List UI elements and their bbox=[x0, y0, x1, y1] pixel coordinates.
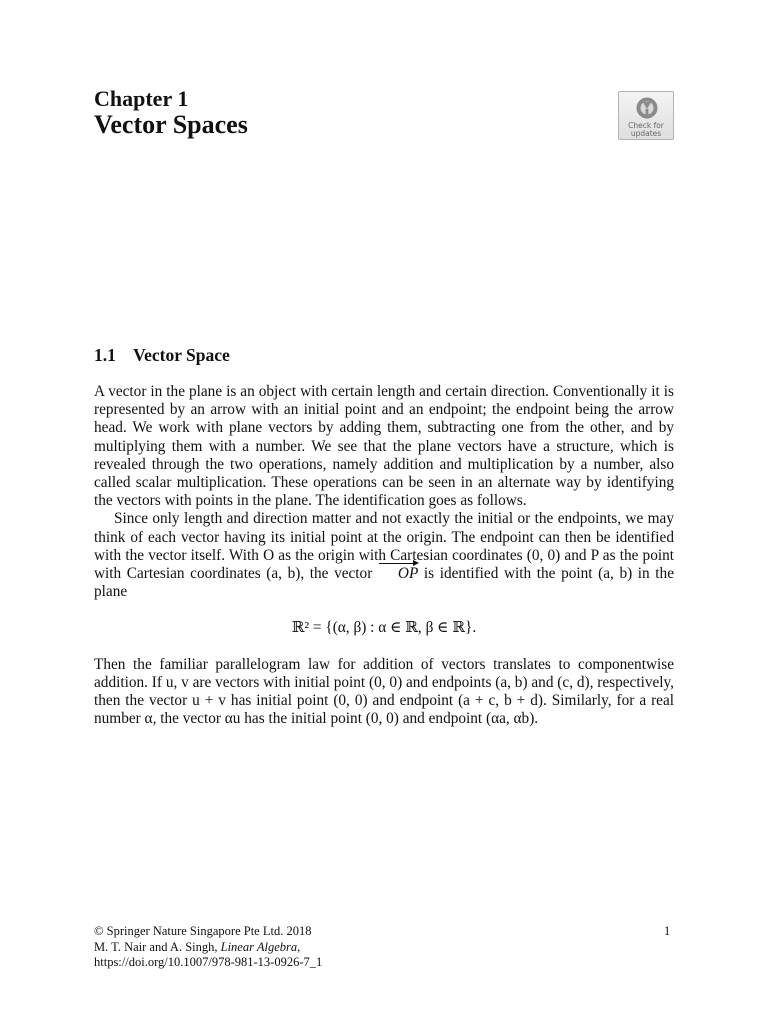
footer bbox=[94, 924, 322, 971]
section-title: Vector Space bbox=[133, 345, 230, 365]
body-text bbox=[94, 383, 674, 728]
section-heading bbox=[94, 345, 230, 366]
badge-line-2: updates bbox=[630, 129, 662, 138]
page-number: 1 bbox=[664, 924, 671, 938]
footer-citation bbox=[94, 940, 322, 956]
paragraph-1: A vector in the plane is an object with certain length and certain direction. Conventionally it is represented by an arrow with an initial point and an endpoint; the endpoint being the arrow head. We work with plane vectors by adding them, subtracting one from the other, and by multiplying them with a number. We see that the plane vectors have a structure, which is revealed through the two operations, namely addition and multiplication by a number, also called scalar multiplication. These operations can be seen in an alternate way by identifying the vectors with points in the plane. The identification goes as follows. bbox=[94, 383, 674, 510]
paragraph-2 bbox=[94, 510, 674, 601]
footer-copyright: © Springer Nature Singapore Pte Ltd. 2018 bbox=[94, 924, 312, 938]
footer-authors: M. T. Nair and A. Singh, bbox=[94, 939, 221, 954]
crossmark-icon bbox=[635, 96, 659, 120]
vector-op: OP bbox=[378, 565, 418, 583]
footer-doi-link[interactable]: https://doi.org/10.1007/978-981-13-0926-7_1 bbox=[94, 955, 323, 970]
paragraph-2-end: is identified with the point (a, b) in the plane bbox=[94, 565, 674, 601]
section-number: 1.1 bbox=[94, 345, 116, 365]
check-for-updates-badge[interactable] bbox=[618, 91, 674, 140]
footer-book-suffix: , bbox=[297, 939, 301, 954]
chapter-label: Chapter 1 bbox=[94, 86, 189, 111]
paragraph-2-start: Since only length and direction matter and not exactly the initial or the endpoints, we may think of each vector having its initial point at the origin. The endpoint can then be identified with the vector itself. With O as the origin with Cartesian coordinates (0, 0) and P as the point with Cartesian coordinates (a, b), the vector bbox=[94, 510, 674, 583]
chapter-title: Vector Spaces bbox=[94, 110, 248, 139]
badge-label bbox=[619, 122, 673, 138]
footer-book-title: Linear Algebra bbox=[220, 939, 298, 954]
paragraph-3: Then the familiar parallelogram law for addition of vectors translates to componentwise addition. If u, v are vectors with initial point (0, 0) and endpoints (a, b) and (c, d), respectively, then the vector u + v has initial point (0, 0) and endpoint (a + c, b + d). Similarly, for a real number α, the vector αu has the initial point (0, 0) and endpoint (αa, αb). bbox=[94, 655, 674, 728]
equation-r2: ℝ² = {(α, β) : α ∈ ℝ, β ∈ ℝ}. bbox=[291, 619, 477, 637]
badge-line-1: Check for bbox=[628, 121, 664, 130]
